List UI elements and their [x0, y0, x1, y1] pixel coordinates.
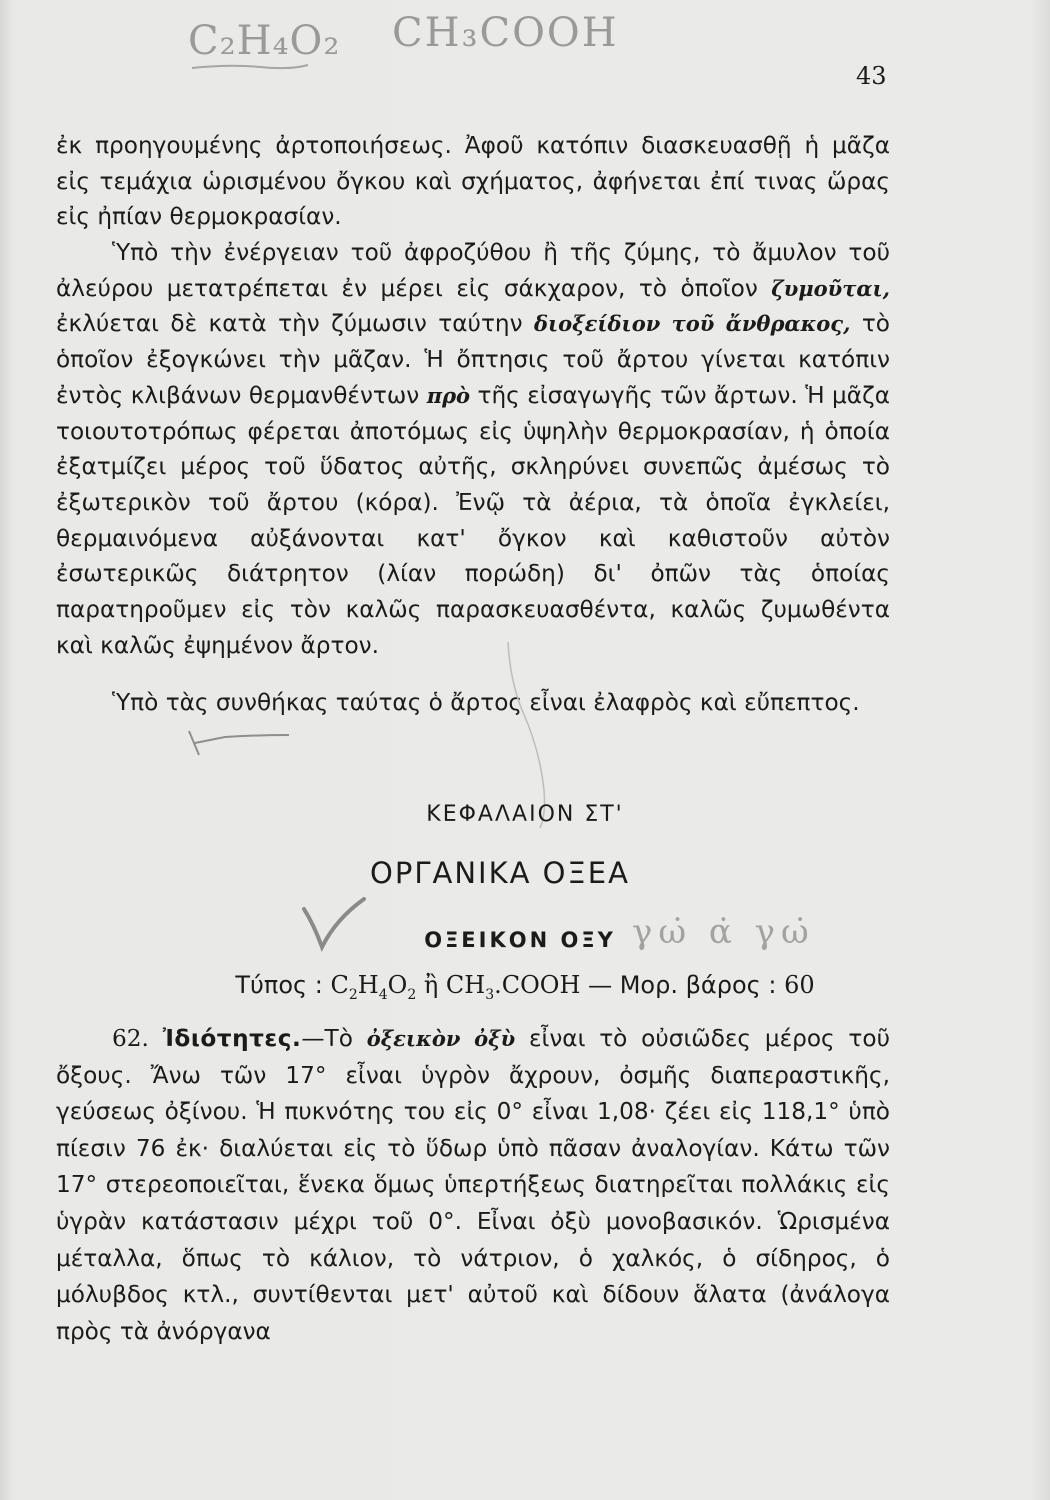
emphasis-term: ζυμοῦται, — [771, 275, 890, 301]
subsection-title: ΟΞΕΙΚΟΝ ΟΞΥ — [424, 928, 616, 952]
emphasis-term: διοξείδιον τοῦ ἄνθρακος, — [533, 311, 851, 337]
formula-element: .COOH — [494, 971, 581, 999]
molecular-weight-value: 60 — [784, 971, 815, 999]
paragraph-properties — [56, 1021, 890, 1350]
formula-subscript: 2 — [348, 986, 358, 1003]
paragraph-bread-making-end: ἐκ προηγουμένης ἀρτοποιήσεως. Ἀφοῦ κατόπιν διασκευασθῇ ἡ μᾶζα εἰς τεμάχια ὡρισμένου ὄγκου καὶ σχήματος, ἀφήνεται ἐπί τινας ὥρας εἰς ἠπίαν θερμοκρασίαν. — [56, 132, 890, 231]
paragraph-heading: Ἰδιότητες. — [162, 1025, 302, 1052]
formula-element: CH — [445, 971, 486, 999]
formula-subscript: 3 — [485, 986, 495, 1003]
handwritten-note: γω̇ α̇ γω̇ — [632, 912, 815, 952]
formula-element: C — [330, 971, 349, 999]
formula-label: Τύπος : — [235, 971, 323, 999]
handwritten-formula-molecular: C₂H₄O₂ — [188, 18, 341, 64]
molecular-weight-label: Μορ. βάρος : — [619, 971, 777, 999]
formula-subscript: 2 — [407, 986, 417, 1003]
formula-dash: — — [588, 971, 613, 999]
emphasis-term: πρὸ — [426, 382, 471, 408]
paragraph-text: Ὑπὸ τὴν ἐνέργειαν τοῦ ἀφροζύθου ἢ τῆς ζύμης, τὸ ἄμυλον τοῦ ἀλεύρου μετατρέπεται ἐν μέρει εἰς σάκχαρον, τὸ ὁποῖον — [56, 239, 890, 302]
paragraph-conclusion: Ὑπὸ τὰς συνθήκας ταύτας ὁ ἄρτος εἶναι ἐλαφρὸς καὶ εὔπεπτος. — [112, 689, 860, 716]
page-number: 43 — [856, 62, 887, 90]
paragraph-text: —Τὸ — [301, 1025, 367, 1052]
paragraph-text: ἐκλύεται δὲ κατὰ τὴν ζύμωσιν ταύτην — [56, 310, 534, 338]
paragraph-text: εἶναι τὸ οὐσιῶδες μέρος τοῦ ὄξους. Ἄνω τῶν 17° εἶναι ὑγρὸν ἄχρουν, ὀσμῆς διαπεραστικῆς, γεύσεως ὀξίνου. Ἡ πυκνότης του εἰς 0° εἶναι 1,08· ζέει εἰς 118,1° ὑπὸ πίεσιν 76 ἐκ· διαλύεται εἰς τὸ ὕδωρ ὑπὸ πᾶσαν ἀναλογίαν. Κάτω τῶν 17° στερεοποιεῖται, ἕνεκα ὅμως ὑπερτήξεως διατηρεῖται πολλάκις εἰς ὑγρὰν κατάστασιν μέχρι τοῦ 0°. Εἶναι ὀξὺ μονοβασικόν. Ὡρισμένα μέταλλα, ὅπως τὸ κάλιον, τὸ νάτριον, ὁ χαλκός, ὁ σίδηρος, ὁ μόλυβδος κτλ., συντίθενται μετ' αὐτοῦ καὶ δίδουν ἅλατα (ἀνάλογα πρὸς τὰ ἀνόργανα — [56, 1025, 890, 1345]
formula-element: O — [387, 971, 408, 999]
handwritten-underline — [190, 60, 310, 74]
emphasis-term: ὀξεικὸν ὀξὺ — [366, 1026, 516, 1051]
chemical-formula-line — [0, 971, 1050, 1003]
section-title: ΟΡΓΑΝΙΚΑ ΟΞΕΑ — [370, 856, 630, 890]
paragraph-text: τὸ ὁποῖον ἐξογκώνει τὴν μᾶζαν. Ἡ ὄπτησις τοῦ ἄρτου γίνεται κατόπιν ἐντὸς κλιβάνων θερμανθέντων — [56, 310, 890, 409]
formula-element: H — [357, 971, 379, 999]
pencil-scribble — [185, 725, 295, 759]
formula-or: ἢ — [423, 971, 439, 999]
paragraph-text: τῆς εἰσαγωγῆς τῶν ἄρτων. Ἡ μᾶζα τοιουτοτρόπως φέρεται ἀποτόμως εἰς ὑψηλὴν θερμοκρασίαν, ἡ ὁποία ἐξατμίζει μέρος τοῦ ὕδατος αὐτῆς, σκληρύνει συνεπῶς ἀμέσως τὸ ἐξωτερικὸν τοῦ ἄρτου (κόρα). Ἐνῷ τὰ ἀέρια, τὰ ὁποῖα ἐγκλείει, θερμαινόμενα αὐξάνονται κατ' ὄγκον καὶ καθιστοῦν αὐτὸν ἐσωτερικῶς διάτρητον (λίαν πορώδη) δι' ὀπῶν τὰς ὁποίας παρατηροῦμεν εἰς τὸν καλῶς παρασκευασθέντα, καλῶς ζυμωθέντα καὶ καλῶς ἐψημένον ἄρτον. — [56, 381, 890, 659]
chapter-heading: ΚΕΦΑΛΑΙΟΝ ΣΤ' — [426, 802, 624, 827]
handwritten-formula-structural: CH₃COOH — [392, 10, 619, 56]
paragraph-number: 62. — [112, 1025, 149, 1052]
formula-subscript: 4 — [378, 986, 388, 1003]
paragraph-fermentation — [56, 235, 890, 663]
